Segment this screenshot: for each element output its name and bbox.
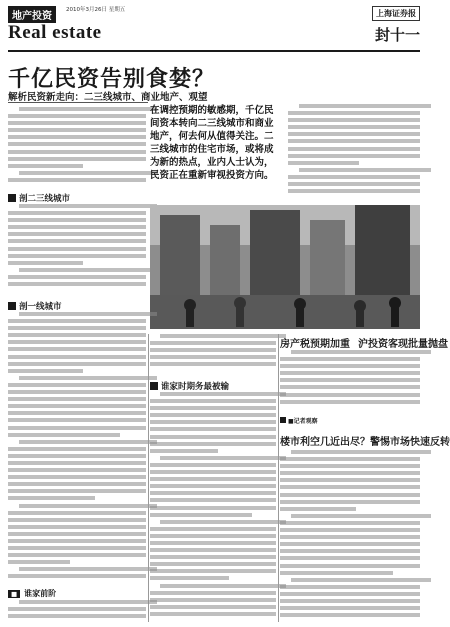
text-line bbox=[288, 118, 420, 122]
text-line bbox=[8, 340, 146, 344]
text-line bbox=[150, 513, 252, 517]
text-line bbox=[288, 182, 420, 186]
right-headline-1-right: 沪投资客现批量抛盘 bbox=[358, 339, 448, 350]
pull-quote: 在调控预期的敏感期，千亿民间资本转向二三线城市和商业地产，何去何从值得关注。二三线城市的住宅市场，或将成为新的热点，业内人士认为，民资正在重新审视投资方向。 bbox=[150, 105, 274, 181]
text-line bbox=[8, 532, 146, 536]
text-line bbox=[280, 549, 420, 553]
section-marker-icon: ■ bbox=[8, 590, 20, 598]
text-line bbox=[8, 383, 146, 387]
text-line bbox=[8, 164, 83, 168]
text-line bbox=[8, 261, 83, 265]
text-line bbox=[8, 369, 83, 373]
text-line bbox=[8, 254, 146, 258]
text-line bbox=[150, 484, 276, 488]
text-line bbox=[150, 406, 276, 410]
text-line bbox=[8, 282, 146, 286]
text-line bbox=[150, 399, 276, 403]
text-line bbox=[8, 461, 146, 465]
section-box-1 bbox=[8, 192, 70, 204]
text-line bbox=[8, 433, 120, 437]
text-line bbox=[8, 390, 146, 394]
text-line bbox=[8, 178, 146, 182]
section-box-4 bbox=[8, 588, 56, 599]
text-line bbox=[280, 400, 420, 404]
text-line bbox=[150, 491, 276, 495]
text-line bbox=[8, 347, 146, 351]
text-line bbox=[8, 275, 146, 279]
section-box-2-label: 剖一线城市 bbox=[19, 302, 62, 312]
text-line bbox=[8, 426, 146, 430]
main-headline: 千亿民资告别食婪？ bbox=[8, 67, 216, 92]
text-line bbox=[160, 334, 286, 338]
text-line bbox=[291, 450, 431, 454]
text-line bbox=[8, 225, 146, 229]
text-line bbox=[8, 114, 146, 118]
article-body-right-bottom bbox=[280, 450, 420, 622]
text-line bbox=[280, 500, 420, 504]
text-line bbox=[291, 578, 431, 582]
text-line bbox=[8, 496, 95, 500]
text-line bbox=[288, 161, 359, 165]
text-line bbox=[8, 560, 70, 564]
text-line bbox=[150, 576, 229, 580]
text-line bbox=[299, 104, 431, 108]
section-marker-icon bbox=[8, 194, 16, 202]
text-line bbox=[8, 511, 146, 515]
text-line bbox=[291, 514, 431, 518]
text-line bbox=[280, 599, 420, 603]
text-line bbox=[160, 392, 286, 396]
article-body-right-top bbox=[288, 104, 420, 202]
text-line bbox=[280, 364, 420, 368]
text-line bbox=[288, 147, 420, 151]
street-photo bbox=[150, 205, 420, 329]
right-headline-2-left: 楼市利空几近出尽？ bbox=[280, 437, 370, 448]
text-line bbox=[150, 427, 276, 431]
article-body-col1-end bbox=[8, 600, 146, 622]
text-line bbox=[291, 350, 431, 354]
text-line bbox=[8, 518, 146, 522]
text-line bbox=[150, 355, 276, 359]
text-line bbox=[150, 612, 276, 616]
article-body-right-mid bbox=[280, 350, 420, 412]
newspaper-name: 上海证券报 bbox=[372, 6, 420, 21]
right-headline-1-left: 房产税预期加重 bbox=[280, 339, 350, 350]
text-line bbox=[280, 457, 420, 461]
text-line bbox=[8, 157, 146, 161]
text-line bbox=[150, 555, 276, 559]
text-line bbox=[280, 493, 420, 497]
text-line bbox=[280, 613, 420, 617]
right-headline-1 bbox=[280, 335, 448, 350]
text-line bbox=[150, 598, 276, 602]
text-line bbox=[8, 482, 146, 486]
text-line bbox=[8, 539, 146, 543]
section-english-title: Real estate bbox=[8, 22, 102, 43]
text-line bbox=[8, 475, 146, 479]
text-line bbox=[8, 211, 146, 215]
text-line bbox=[19, 107, 157, 111]
photo-illustration bbox=[150, 205, 420, 329]
text-line bbox=[150, 477, 276, 481]
article-body-col1-bottom bbox=[8, 312, 146, 582]
text-line bbox=[19, 504, 157, 508]
text-line bbox=[280, 535, 420, 539]
text-line bbox=[150, 413, 276, 417]
text-line bbox=[150, 534, 276, 538]
text-line bbox=[8, 362, 146, 366]
article-body-col2-bottom bbox=[150, 392, 276, 622]
text-line bbox=[150, 442, 276, 446]
text-line bbox=[8, 142, 146, 146]
text-line bbox=[8, 404, 146, 408]
text-line bbox=[8, 247, 146, 251]
text-line bbox=[19, 376, 157, 380]
section-box-4-label: 谁家前阶 bbox=[24, 589, 57, 598]
text-line bbox=[150, 420, 276, 424]
text-line bbox=[150, 435, 276, 439]
text-line bbox=[288, 132, 420, 136]
text-line bbox=[280, 592, 420, 596]
column-divider bbox=[148, 334, 149, 622]
text-line bbox=[8, 525, 146, 529]
text-line bbox=[150, 506, 276, 510]
text-line bbox=[8, 553, 146, 557]
subhead-rule bbox=[8, 102, 148, 103]
text-line bbox=[280, 385, 420, 389]
text-line bbox=[150, 562, 276, 566]
text-line bbox=[150, 341, 276, 345]
text-line bbox=[150, 569, 276, 573]
text-line bbox=[160, 584, 286, 588]
text-line bbox=[150, 548, 276, 552]
text-line bbox=[280, 393, 420, 397]
text-line bbox=[280, 564, 420, 568]
text-line bbox=[280, 556, 420, 560]
text-line bbox=[280, 585, 420, 589]
page-number: 封十一 bbox=[374, 26, 420, 44]
text-line bbox=[288, 189, 420, 193]
article-body-col2-top bbox=[150, 334, 276, 374]
text-line bbox=[160, 520, 286, 524]
section-tag: 地产投资 bbox=[8, 6, 56, 23]
text-line bbox=[280, 542, 420, 546]
text-line bbox=[8, 546, 146, 550]
text-line bbox=[19, 600, 157, 604]
page-header bbox=[8, 6, 420, 48]
text-line bbox=[8, 614, 146, 618]
text-line bbox=[280, 378, 420, 382]
text-line bbox=[150, 591, 276, 595]
text-line bbox=[150, 470, 276, 474]
text-line bbox=[8, 574, 146, 578]
text-line bbox=[8, 239, 146, 243]
text-line bbox=[8, 319, 146, 323]
text-line bbox=[8, 218, 146, 222]
section-box-3-label: 谁家时期务最被输 bbox=[161, 382, 230, 392]
section-marker-icon bbox=[8, 302, 16, 310]
text-line bbox=[19, 204, 157, 208]
text-line bbox=[19, 312, 157, 316]
text-line bbox=[150, 498, 276, 502]
text-line bbox=[280, 478, 420, 482]
text-line bbox=[8, 418, 146, 422]
text-line bbox=[280, 485, 420, 489]
text-line bbox=[288, 111, 420, 115]
text-line bbox=[8, 468, 146, 472]
text-line bbox=[150, 463, 276, 467]
text-line bbox=[280, 528, 420, 532]
text-line bbox=[8, 121, 146, 125]
right-headline-2 bbox=[280, 433, 450, 448]
header-rule bbox=[8, 50, 420, 52]
section-box-3 bbox=[150, 380, 229, 392]
date-line: 2010年3月26日 星期五 bbox=[66, 7, 126, 13]
text-line bbox=[150, 527, 276, 531]
text-line bbox=[280, 571, 393, 575]
article-body-col1-top bbox=[8, 107, 146, 189]
text-line bbox=[150, 541, 276, 545]
text-line bbox=[8, 411, 146, 415]
text-line bbox=[160, 456, 286, 460]
section-marker-icon bbox=[150, 382, 158, 390]
text-line bbox=[288, 175, 420, 179]
text-line bbox=[8, 397, 146, 401]
text-line bbox=[19, 268, 157, 272]
text-line bbox=[150, 605, 276, 609]
column-divider bbox=[278, 334, 279, 622]
text-line bbox=[19, 567, 157, 571]
text-line bbox=[8, 326, 146, 330]
text-line bbox=[8, 454, 146, 458]
text-line bbox=[280, 606, 420, 610]
text-line bbox=[8, 232, 146, 236]
text-line bbox=[19, 440, 157, 444]
text-line bbox=[280, 521, 420, 525]
text-line bbox=[280, 357, 420, 361]
text-line bbox=[150, 348, 276, 352]
text-line bbox=[150, 362, 276, 366]
text-line bbox=[280, 507, 356, 511]
main-subheadline: 解析民资新走向：二三线城市、商业地产、观望 bbox=[8, 92, 208, 103]
text-line bbox=[8, 489, 146, 493]
text-line bbox=[8, 355, 146, 359]
text-line bbox=[8, 150, 146, 154]
text-line bbox=[280, 471, 420, 475]
article-body-col1-mid bbox=[8, 204, 146, 292]
section-box-1-label: 剖二三线城市 bbox=[19, 194, 71, 204]
section-box-2 bbox=[8, 300, 62, 312]
text-line bbox=[19, 171, 157, 175]
text-line bbox=[280, 371, 420, 375]
right-headline-2-right: 警惕市场快速反转 bbox=[370, 437, 450, 448]
text-line bbox=[8, 447, 146, 451]
reporter-observation-tag: ■记者观察 bbox=[280, 416, 318, 425]
text-line bbox=[288, 139, 420, 143]
text-line bbox=[8, 135, 146, 139]
text-line bbox=[288, 125, 420, 129]
text-line bbox=[8, 607, 146, 611]
text-line bbox=[288, 154, 420, 158]
text-line bbox=[299, 168, 431, 172]
text-line bbox=[150, 449, 218, 453]
text-line bbox=[280, 464, 420, 468]
text-line bbox=[8, 128, 146, 132]
text-line bbox=[8, 333, 146, 337]
